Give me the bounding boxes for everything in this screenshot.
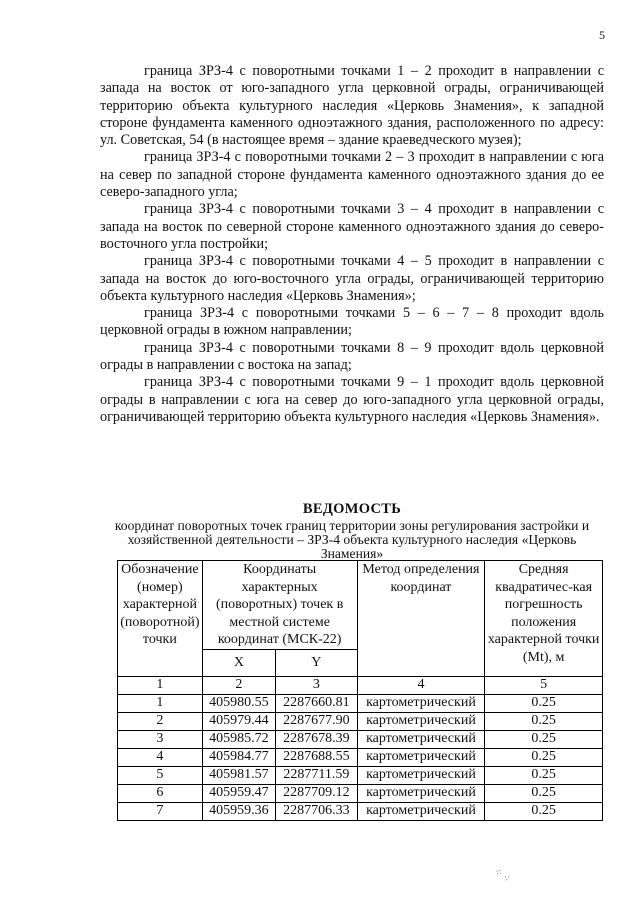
y-coordinate: 2287709.12 [276,784,357,802]
x-coordinate: 405981.57 [202,766,275,784]
column-number: 3 [276,676,357,694]
table-row [118,766,603,784]
method: картометрический [357,748,485,766]
method: картометрический [357,694,485,712]
point-number: 1 [118,694,203,712]
paragraph: граница ЗРЗ-4 с поворотными точками 9 – 1 проходит вдоль церковной ограды в направлении с юга на север до юго-западного угла церковной ограды, ограничивающей территорию объекта культурного наследия «Церковь Знамения». [100,374,604,425]
column-number: 1 [118,676,203,694]
x-coordinate: 405979.44 [202,712,275,730]
method: картометрический [357,766,485,784]
error: 0.25 [485,694,603,712]
statement-subtitle: координат поворотных точек границ территории зоны регулирования застройки и хозяйственной деятельности – ЗРЗ-4 объекта культурного наследия «Церковь Знамения» [114,518,590,562]
method: картометрический [357,802,485,820]
method: картометрический [357,784,485,802]
error: 0.25 [485,712,603,730]
point-number: 2 [118,712,203,730]
page-number: 5 [599,28,605,42]
column-number-row [118,676,603,694]
y-coordinate: 2287706.33 [276,802,357,820]
table-row [118,802,603,820]
error: 0.25 [485,766,603,784]
y-coordinate: 2287711.59 [276,766,357,784]
paragraph: граница ЗРЗ-4 с поворотными точками 1 – 2 проходит в направлении с запада на восток от юго-западного угла церковной ограды, ограничивающей территорию объекта культурного наследия «Церковь Знамения», к западной стороне фундамента каменного одноэтажного здания, расположенного по адресу: ул. Советская, 54 (в настоящее время – здание краеведческого музея); [100,63,604,149]
error: 0.25 [485,730,603,748]
x-coordinate: 405984.77 [202,748,275,766]
error: 0.25 [485,802,603,820]
paragraph: граница ЗРЗ-4 с поворотными точками 4 – 5 проходит в направлении с запада на восток до юго-восточного угла ограды, ограничивающей территорию объекта культурного наследия «Церковь Знамения»; [100,253,604,304]
error: 0.25 [485,748,603,766]
column-number: 5 [485,676,603,694]
header-method: Метод определения координат [357,561,485,677]
method: картометрический [357,730,485,748]
error: 0.25 [485,784,603,802]
point-number: 6 [118,784,203,802]
x-coordinate: 405980.55 [202,694,275,712]
column-number: 2 [202,676,275,694]
column-number: 4 [357,676,485,694]
point-number: 3 [118,730,203,748]
y-coordinate: 2287660.81 [276,694,357,712]
header-point: Обозначение (номер) характерной (поворотной) точки [118,561,203,677]
table-row [118,694,603,712]
header-x: X [202,649,275,676]
table-row [118,730,603,748]
paragraph: граница ЗРЗ-4 с поворотными точками 8 – 9 проходит вдоль церковной ограды в направлении с востока на запад; [100,339,604,374]
header-error: Средняя квадратичес-кая погрешность положения характерной точки (Mt), м [485,561,603,677]
method: картометрический [357,712,485,730]
header-y: Y [276,649,357,676]
paragraph: граница ЗРЗ-4 с поворотными точками 2 – 3 проходит в направлении с юга на север по западной стороне фундамента каменного одноэтажного здания до ее северо-западного угла; [100,149,604,201]
scan-mark: ⁘ ⁖ [491,866,512,885]
table-row [118,784,603,802]
x-coordinate: 405959.36 [202,802,275,820]
y-coordinate: 2287688.55 [276,748,357,766]
table-row [118,748,603,766]
table-body [118,676,603,820]
statement-title: ВЕДОМОСТЬ [302,501,402,517]
point-number: 4 [118,748,203,766]
y-coordinate: 2287677.90 [276,712,357,730]
paragraph: граница ЗРЗ-4 с поворотными точками 3 – 4 проходит в направлении с запада на восток по северной стороне каменного одноэтажного здания до северо-восточного угла постройки; [100,201,604,252]
header-coordinates: Координаты характерных (поворотных) точек в местной системе координат (МСК-22) [202,561,357,650]
point-number: 7 [118,802,203,820]
x-coordinate: 405959.47 [202,784,275,802]
x-coordinate: 405985.72 [202,730,275,748]
table-row [118,712,603,730]
boundary-description [100,63,604,426]
coordinates-table [117,560,603,821]
y-coordinate: 2287678.39 [276,730,357,748]
point-number: 5 [118,766,203,784]
paragraph: граница ЗРЗ-4 с поворотными точками 5 – 6 – 7 – 8 проходит вдоль церковной ограды в южном направлении; [100,305,604,339]
